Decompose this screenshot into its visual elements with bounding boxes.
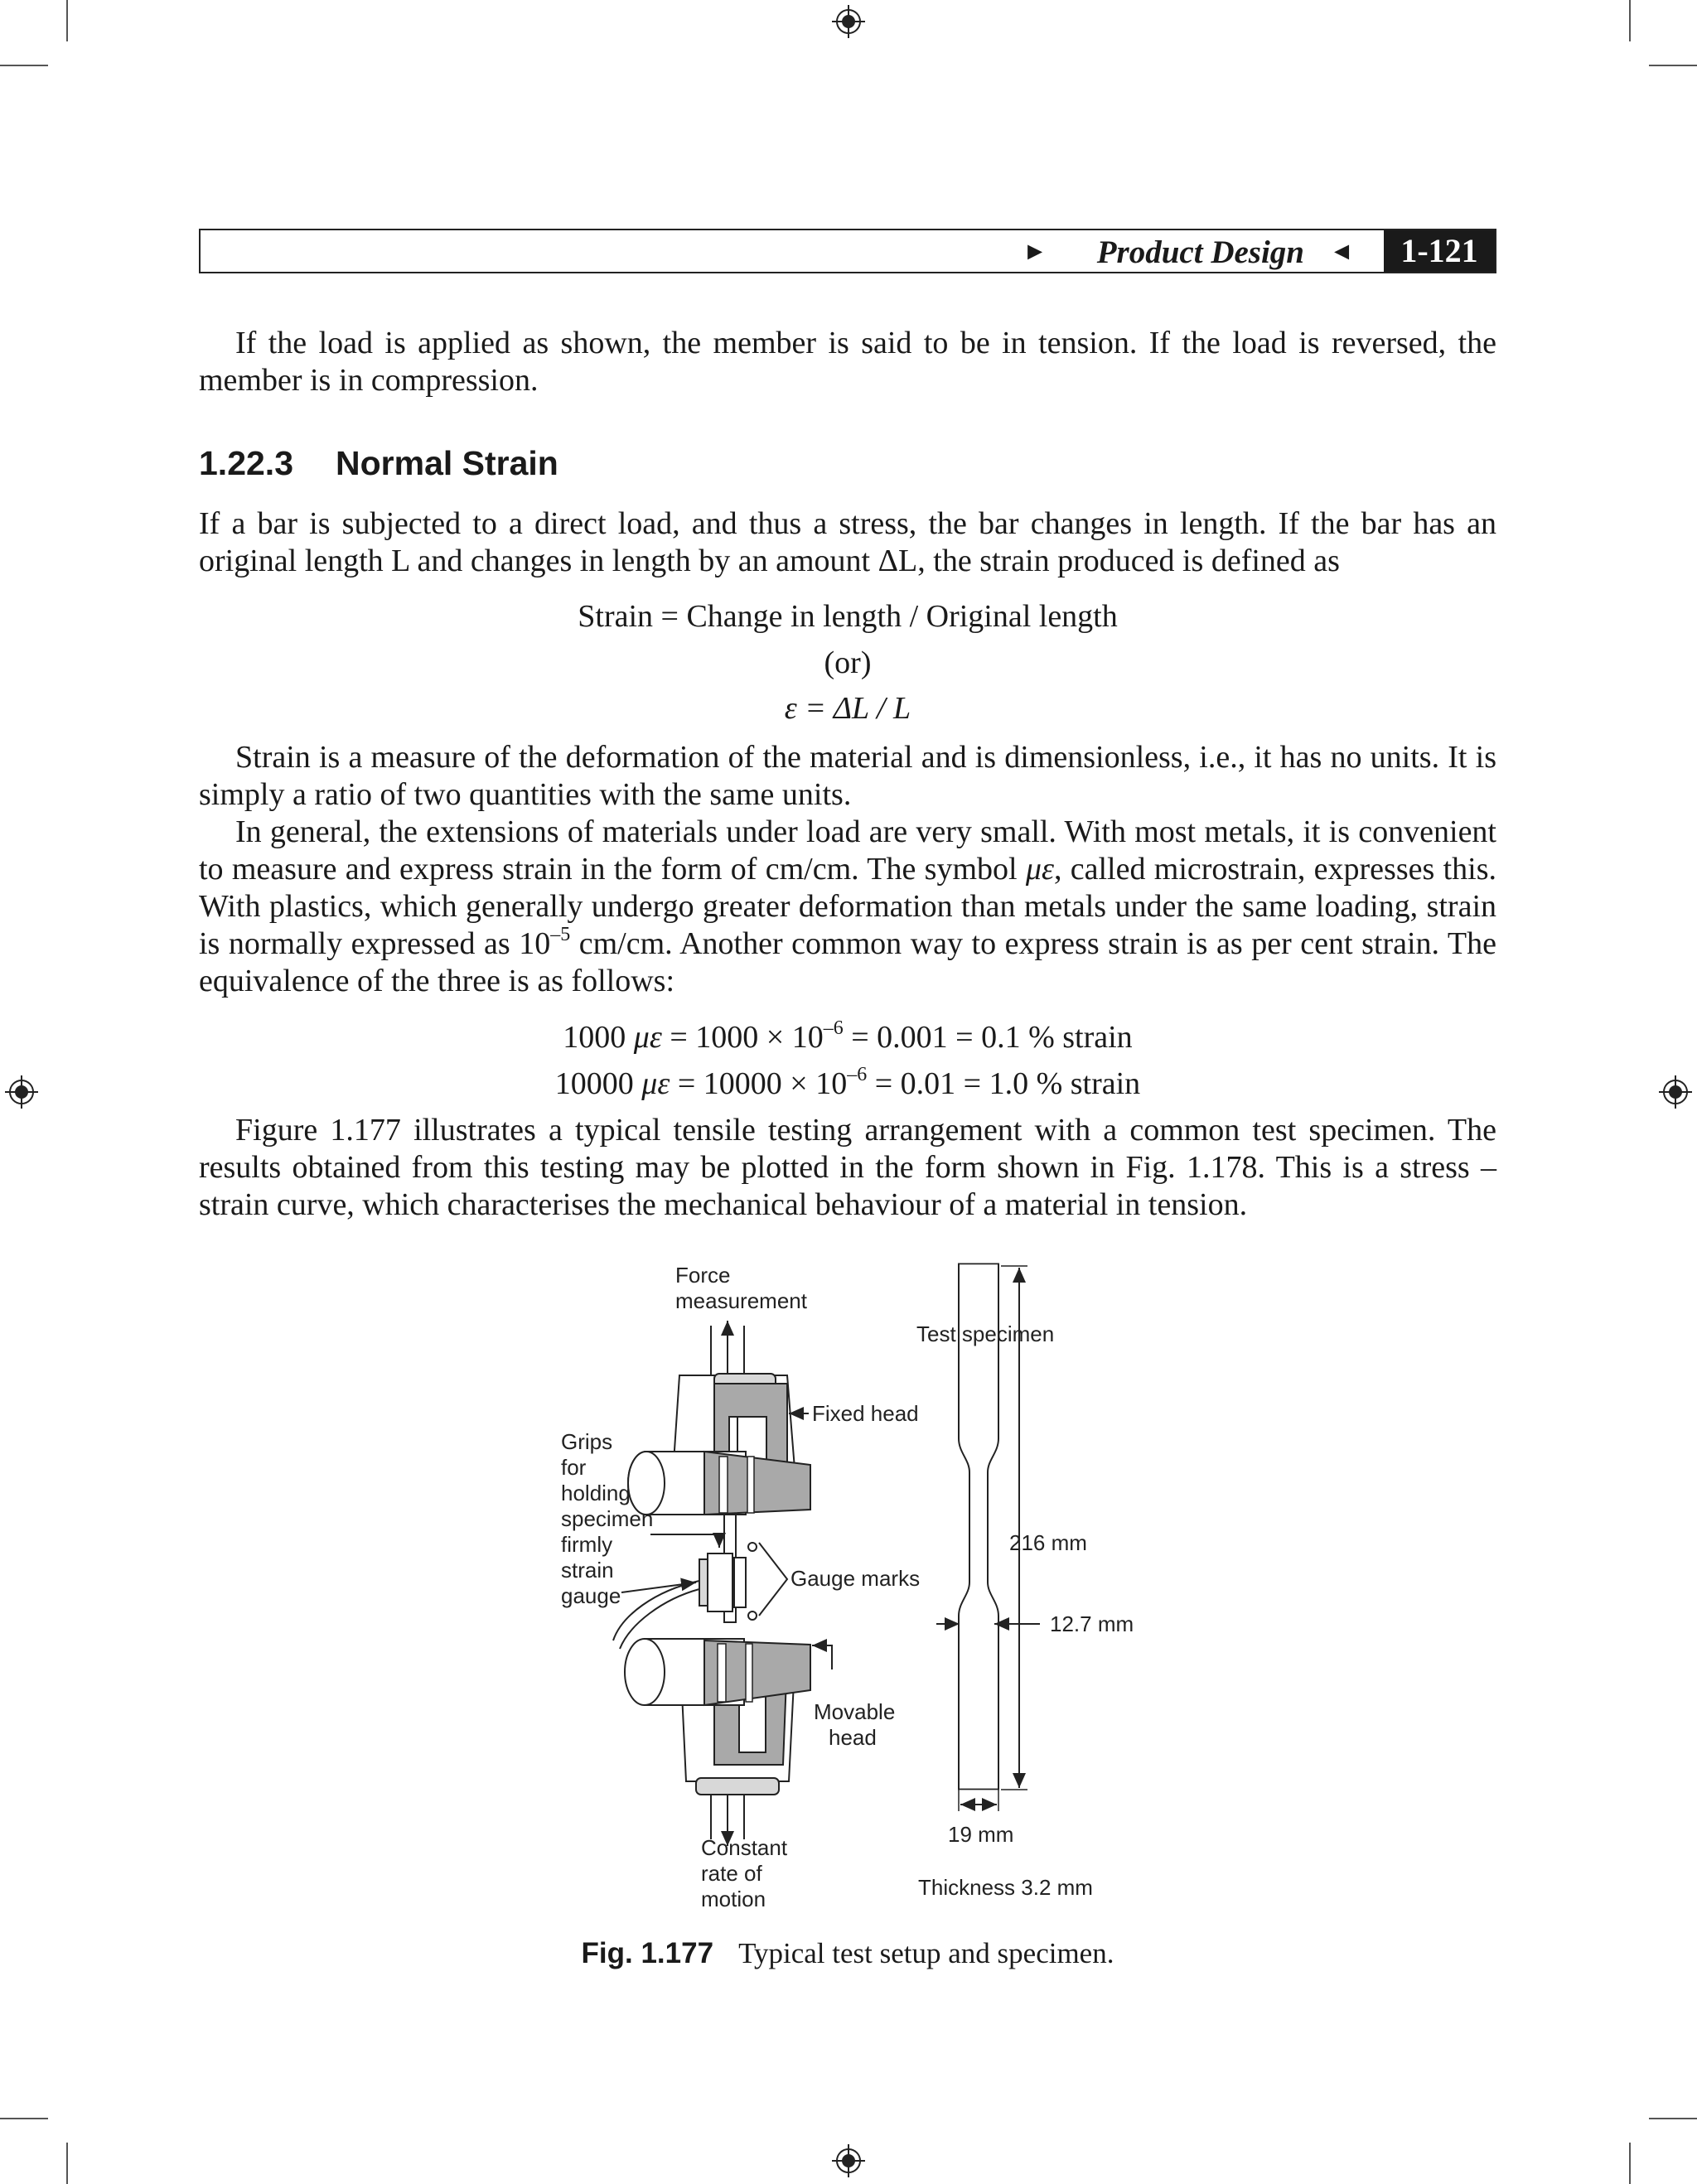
label-grip-width: 19 mm [948,1822,1014,1847]
paragraph-microstrain: In general, the extensions of materials under load are very small. With most metals, it is convenient to measure and express strain in the form of cm/cm. The symbol με, called microstrain, expresses this. With plastics, which generally undergo greater deformation than metals under the same loading, strain is normally expressed as $10^{-5}$ cm/cm. Another common way to express strain is as per cent strain. The equivalence of the three is as follows: [199,814,1496,998]
label-holding: holding [561,1481,631,1505]
label-firmly: firmly [561,1532,613,1557]
label-test-specimen: Test specimen [916,1322,1055,1346]
label-for: for [561,1455,587,1480]
force-rod [711,1321,744,1375]
section-number: 1.22.3 [199,444,293,482]
equation-or: (or) [824,645,872,680]
crop-mark [0,2118,48,2119]
label-specimen: specimen [561,1506,654,1531]
crop-mark [1629,0,1631,41]
grips-leader [650,1534,719,1548]
crop-mark [1649,2118,1697,2119]
label-rate-of: rate of [701,1861,762,1886]
crop-mark [66,2143,68,2184]
registration-mark-icon [1659,1075,1692,1109]
equation-equivalence-10000: 10000 $\mu\varepsilon = 10000 \times 10^{-6} = 0.01 = 1.0$ % strain [554,1064,1141,1101]
gauge-leader [621,1582,696,1592]
header-title: Product Design [1096,234,1304,270]
label-thickness: Thickness 3.2 mm [918,1875,1093,1900]
label-measurement: measurement [675,1288,807,1313]
grip-width-dimension [959,1788,998,1811]
paragraph-strain-definition: If a bar is subjected to a direct load, and thus a stress, the bar changes in length. If the bar has an original length L and changes in length by an amount ΔL, the strain produced is defined as [199,506,1496,578]
figure-test-setup [530,1251,1160,1922]
label-motion: motion [701,1887,766,1911]
figure-caption [199,1935,1496,1972]
fixed-head [628,1374,810,1515]
label-movable: Movable [814,1699,896,1724]
registration-mark-icon [832,5,865,38]
label-fixed-head: Fixed head [812,1401,919,1426]
paragraph-tension: If the load is applied as shown, the member is said to be in tension. If the load is reversed, the member is in compression. [199,326,1496,398]
section-title: Normal Strain [336,444,558,482]
label-strain: strain [561,1558,614,1582]
paragraph-dimensionless: Strain is a measure of the deformation of the material and is dimensionless, i.e., it has no units. It is simply a ratio of two quantities with the same units. [199,740,1496,812]
crop-mark [1649,65,1697,66]
label-width: 12.7 mm [1050,1611,1134,1636]
crop-mark [1629,2143,1631,2184]
equation-equivalence-1000: 1000 $\mu\varepsilon = 1000 \times 10^{-6} = 0.001 = 0.1$ % strain [563,1017,1133,1055]
movable-head-leader [812,1645,832,1669]
section-heading [199,442,558,484]
label-head: head [829,1725,877,1750]
registration-mark-icon [832,2144,865,2177]
crop-mark [0,65,48,66]
crop-mark [66,0,68,41]
left-triangle-icon: ◄ [1329,238,1354,265]
label-gauge-marks: Gauge marks [790,1566,921,1591]
right-triangle-icon: ► [1023,238,1047,265]
registration-mark-icon [5,1075,38,1109]
page-number: 1-121 [1384,230,1495,272]
equation-strain-symbol: ε = ΔL / L [784,691,911,726]
label-gauge: gauge [561,1583,621,1608]
label-grips: Grips [561,1429,613,1454]
equation-strain-words: Strain = Change in length / Original length [578,599,1118,634]
paragraph-figure-reference: Figure 1.177 illustrates a typical tensile testing arrangement with a common test specimen. The results obtained from this testing may be plotted in the form shown in Fig. 1.178. This is a stress – strain curve, which characterises the mechanical behaviour of a material in tension. [199,1113,1496,1222]
running-header [199,229,1496,273]
label-force: Force [675,1263,731,1288]
caption-text: Typical test setup and specimen. [738,1937,1114,1969]
gauge-marks-bracket [759,1543,787,1616]
movable-head [625,1639,810,1795]
caption-label: Fig. 1.177 [581,1937,714,1969]
label-length: 216 mm [1009,1530,1087,1555]
label-constant: Constant [701,1835,788,1860]
